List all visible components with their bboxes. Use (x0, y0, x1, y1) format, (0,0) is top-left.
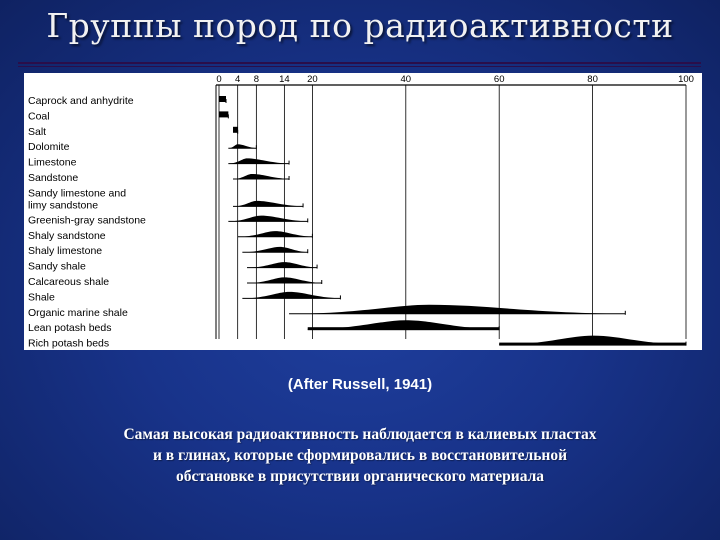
tick-label: 60 (493, 74, 505, 85)
rock-type-label: Shale (28, 291, 55, 304)
caption-line: и в глинах, которые сформировались в восстановительной (152, 447, 568, 464)
rock-type-label: Greenish-gray sandstone (28, 214, 146, 227)
tick-label: 80 (587, 74, 598, 85)
rock-type-label: Limestone (28, 156, 77, 169)
distribution-shape (247, 262, 317, 268)
tick-label: 100 (678, 74, 694, 85)
tick-label: 8 (253, 74, 260, 85)
range-marker (219, 111, 228, 117)
title-underline (18, 62, 701, 64)
rock-type-label: Lean potash beds (28, 322, 112, 335)
rock-type-label: Sandstone (28, 172, 79, 184)
tick-label: 20 (307, 74, 318, 85)
rich-potash-bar (499, 343, 686, 346)
distribution-shape (238, 231, 313, 237)
lean-potash-bar (308, 327, 499, 330)
rock-type-label: Caprock and anhydrite (28, 95, 134, 107)
tick-label: 0 (216, 74, 222, 85)
distribution-shape (228, 216, 307, 222)
rock-type-label: Sandy limestone and (28, 187, 127, 200)
source-citation: (After Russell, 1941) (287, 376, 433, 393)
rock-type-label: limy sandstone (28, 199, 99, 212)
rock-type-label: Organic marine shale (28, 306, 128, 319)
chart-figure (24, 73, 702, 350)
rock-type-label: Salt (28, 125, 47, 138)
caption-line: обстановке в присутствии органического материала (175, 468, 545, 485)
tick-label: 40 (400, 74, 412, 85)
rock-type-label: Shaly sandstone (28, 229, 106, 242)
distribution-shape (289, 305, 625, 314)
rock-type-label: Shaly limestone (28, 245, 103, 258)
tick-label: 14 (279, 74, 290, 85)
rock-type-label: Rich potash beds (28, 337, 110, 350)
rock-type-label: Calcareous shale (28, 276, 110, 288)
title-underline-thin (18, 66, 701, 67)
rock-type-label: Coal (28, 110, 50, 123)
distribution-shape (242, 292, 340, 299)
tick-label: 4 (235, 74, 241, 85)
caption-line: Самая высокая радиоактивность наблюдается в калиевых пластах (123, 426, 597, 443)
range-marker (219, 96, 226, 102)
distribution-shape (233, 174, 289, 179)
distribution-shape (233, 201, 303, 207)
distribution-shape (247, 277, 322, 283)
distribution-shape (242, 247, 307, 252)
slide-title: Группы пород по радиоактивности (46, 6, 674, 45)
distribution-shape (228, 144, 256, 148)
caption (40, 424, 680, 487)
radioactivity-chart (24, 73, 702, 350)
rock-type-label: Sandy shale (28, 260, 86, 273)
rock-type-label: Dolomite (28, 141, 70, 154)
